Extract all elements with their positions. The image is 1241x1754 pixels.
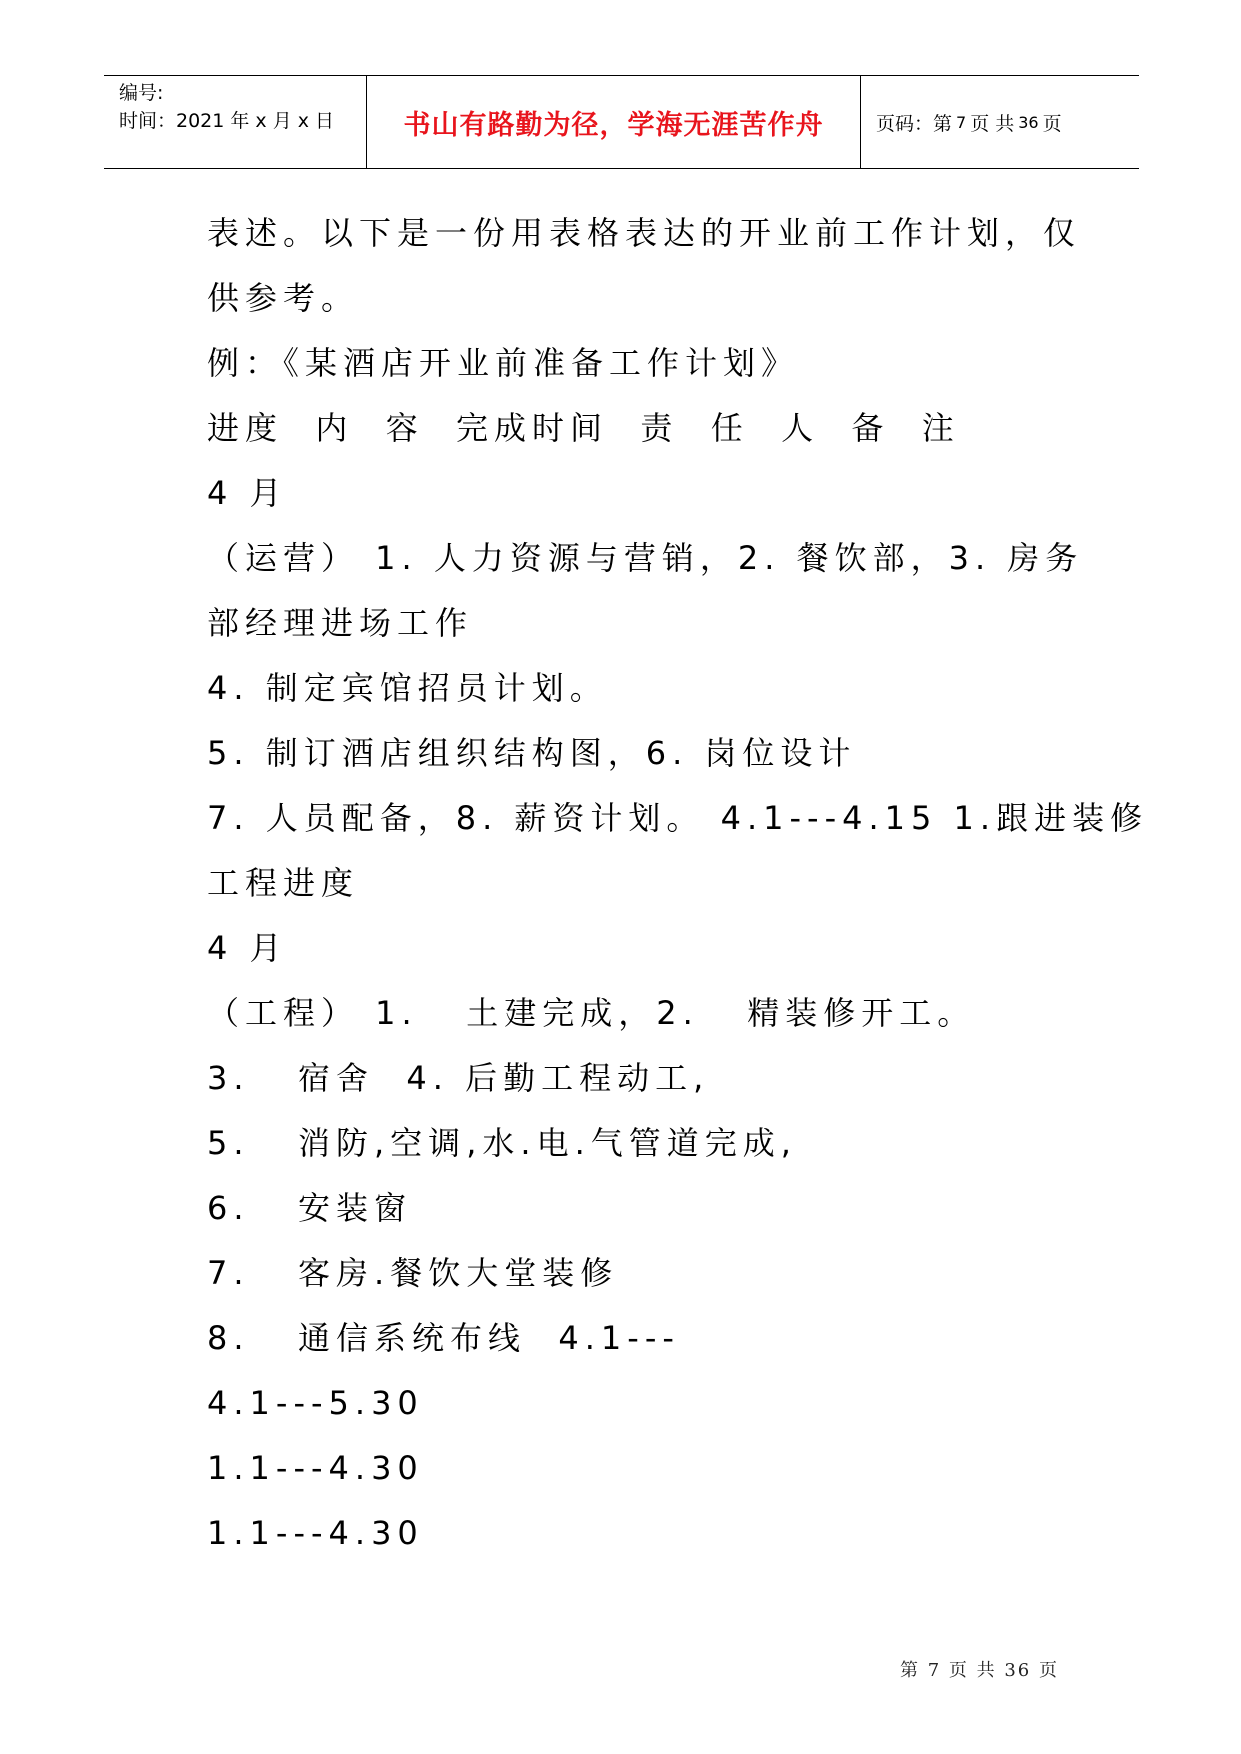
text-line: （工程） 1. 土建完成，2. 精装修开工。: [207, 994, 976, 1032]
text-line: 供参考。: [207, 279, 360, 317]
text-line: 6. 安装窗: [207, 1189, 413, 1227]
page-current: 7: [956, 112, 967, 132]
text-line: 4 月: [207, 929, 288, 967]
page-total: 36: [1018, 112, 1039, 132]
page-suffix: 页: [1042, 112, 1062, 135]
text-line: 部经理进场工作: [207, 604, 474, 642]
text-line: 工程进度: [207, 864, 360, 902]
text-line: 7. 人员配备，8. 薪资计划。 4.1---4.15 1.跟进装修: [207, 799, 1149, 837]
text-line: 7. 客房.餐饮大堂装修: [207, 1254, 619, 1292]
document-body: [207, 201, 1149, 1566]
time-label: 时间：2021 年 x 月 x 日: [119, 110, 335, 132]
text-line: 表述。以下是一份用表格表达的开业前工作计划，仅: [207, 214, 1082, 252]
text-line: 4 月: [207, 474, 288, 512]
page-mid: 页 共: [970, 112, 1015, 135]
text-line: 5. 消防,空调,水.电.气管道完成,: [207, 1124, 797, 1162]
text-line: （运营） 1. 人力资源与营销，2. 餐饮部，3. 房务: [207, 539, 1084, 577]
text-line: 5. 制订酒店组织结构图，6. 岗位设计: [207, 734, 857, 772]
serial-number-label: 编号:: [119, 82, 164, 104]
text-line: 8. 通信系统布线 4.1---: [207, 1319, 680, 1357]
page-header: [104, 75, 1139, 169]
page-label: 页码：第: [876, 112, 953, 135]
table-header-line: 进度 内 容 完成时间 责 任 人 备 注: [207, 409, 960, 447]
header-motto: 书山有路勤为径，学海无涯苦作舟: [367, 76, 861, 168]
text-line: 例：《某酒店开业前准备工作计划》: [207, 344, 800, 382]
header-meta: [104, 76, 367, 168]
page-footer: 第 7 页 共 36 页: [900, 1660, 1059, 1681]
text-line: 4. 制定宾馆招员计划。: [207, 669, 608, 707]
text-line: 4.1---5.30: [207, 1384, 424, 1422]
text-line: 1.1---4.30: [207, 1449, 424, 1487]
header-page-info: [861, 76, 1139, 168]
text-line: 1.1---4.30: [207, 1514, 424, 1552]
text-line: 3. 宿舍 4. 后勤工程动工,: [207, 1059, 710, 1097]
